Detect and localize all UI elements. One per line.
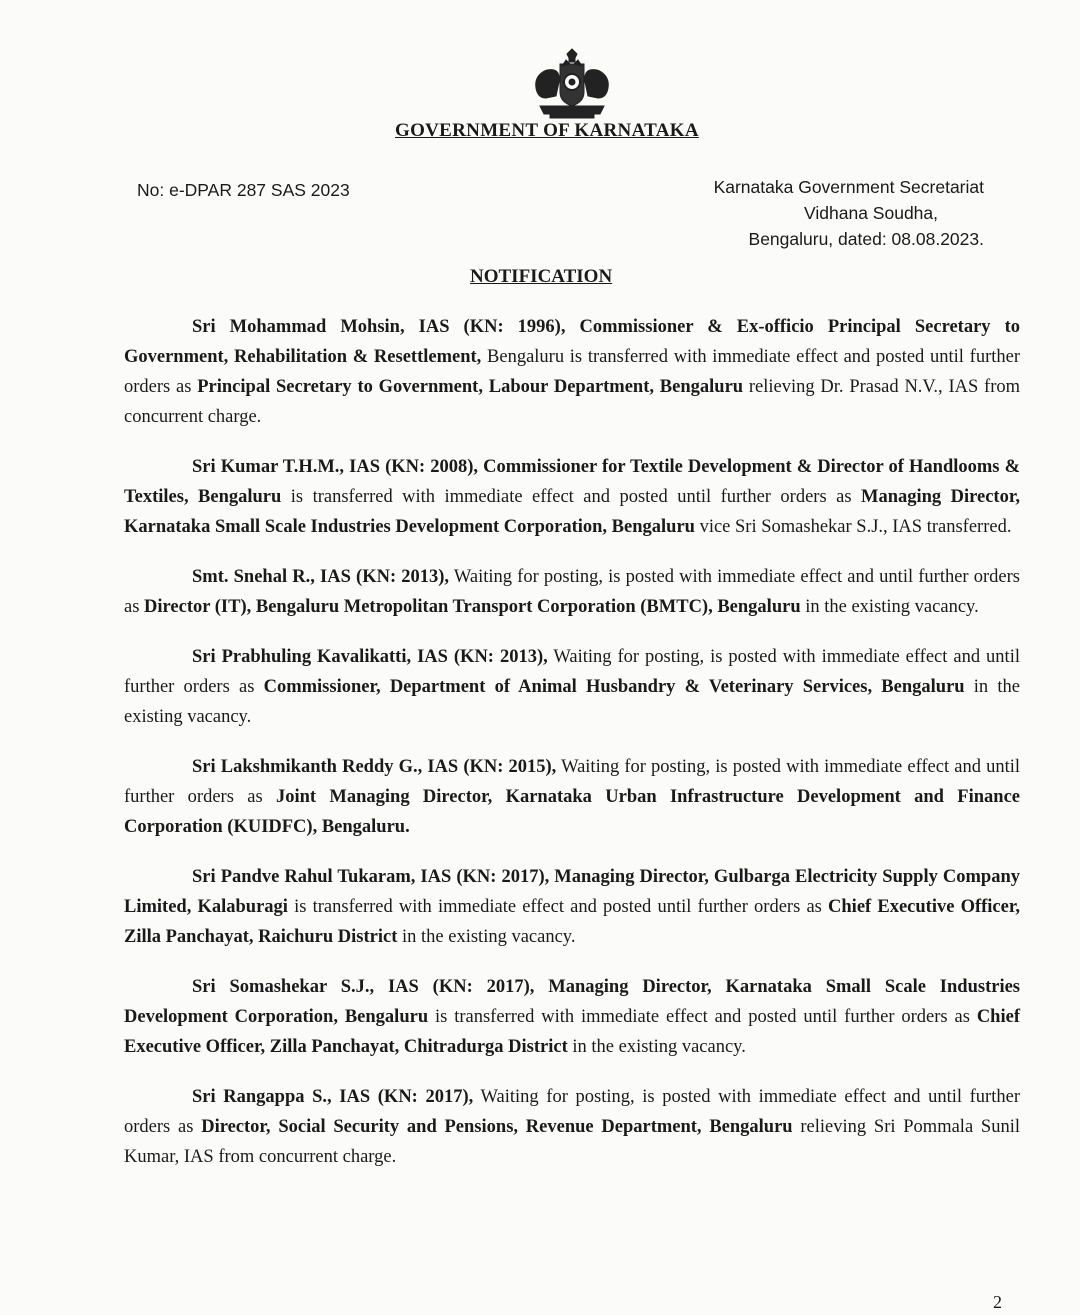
body-text: Waiting for posting, is posted with immediate effect and until further orders as [124,757,1020,807]
transfer-order-paragraph [124,862,1020,952]
body-text: is transferred with immediate effect and posted until further orders as [428,1007,977,1027]
address-line: Vidhana Soudha, [804,203,938,223]
bold-text: Chief Executive Officer, Zilla Panchayat, Raichuru District [124,897,1020,947]
body-text: Waiting for posting, is posted with immediate effect and until further orders as [124,567,1020,617]
bold-text: Director (IT), Bengaluru Metropolitan Transport Corporation (BMTC), Bengaluru [144,597,801,617]
bold-text: Managing Director, Karnataka Small Scale Industries Development Corporation, Bengaluru [124,487,1020,537]
bold-text: Principal Secretary to Government, Labour Department, Bengaluru [197,377,744,397]
bold-text: Sri Kumar T.H.M., IAS (KN: 2008), Commissioner for Textile Development & Director of Handlooms & Textiles, Bengaluru [124,457,1020,507]
bold-text: Sri Rangappa S., IAS (KN: 2017), [192,1087,474,1107]
bold-text: Sri Mohammad Mohsin, IAS (KN: 1996), Commissioner & Ex-officio Principal Secretary to Government, Rehabilitation & Resettlement, [124,317,1020,367]
transfer-order-paragraph [124,1082,1020,1172]
notification-body [124,312,1020,1192]
bold-text: Sri Lakshmikanth Reddy G., IAS (KN: 2015), [192,757,557,777]
bold-text: Sri Pandve Rahul Tukaram, IAS (KN: 2017), Managing Director, Gulbarga Electricity Supply Company Limited, Kalaburagi [124,867,1020,917]
reference-number: No: e-DPAR 287 SAS 2023 [137,180,350,200]
body-text: in the existing vacancy. [800,597,979,617]
body-text: in the existing vacancy. [567,1037,746,1057]
bold-text: Sri Prabhuling Kavalikatti, IAS (KN: 2013), [192,647,548,667]
transfer-order-paragraph [124,972,1020,1062]
transfer-order-paragraph [124,752,1020,842]
page-number: 2 [993,1292,1002,1312]
notification-heading: NOTIFICATION [470,266,613,287]
transfer-order-paragraph [124,452,1020,542]
transfer-order-paragraph [124,312,1020,432]
body-text: Bengaluru is transferred with immediate effect and posted until further orders as [124,347,1020,397]
body-text: is transferred with immediate effect and posted until further orders as [281,487,861,507]
bold-text: Joint Managing Director, Karnataka Urban Infrastructure Development and Finance Corporation (KUIDFC), Bengaluru. [124,787,1020,837]
bold-text: Commissioner, Department of Animal Husbandry & Veterinary Services, Bengaluru [263,677,965,697]
bold-text: Smt. Snehal R., IAS (KN: 2013), [192,567,450,587]
transfer-order-paragraph [124,642,1020,732]
body-text: in the existing vacancy. [124,677,1020,727]
body-text: relieving Dr. Prasad N.V., IAS from concurrent charge. [124,377,1020,427]
office-address [714,174,984,252]
karnataka-emblem-icon [526,48,618,120]
government-title: GOVERNMENT OF KARNATAKA [395,120,699,141]
bold-text: Sri Somashekar S.J., IAS (KN: 2017), Managing Director, Karnataka Small Scale Industries Development Corporation, Bengaluru [124,977,1020,1027]
body-text: is transferred with immediate effect and posted until further orders as [287,897,829,917]
body-text: Waiting for posting, is posted with immediate effect and until further orders as [124,1087,1020,1137]
address-line: Bengaluru, dated: 08.08.2023. [748,229,984,249]
body-text: in the existing vacancy. [397,927,576,947]
body-text: Waiting for posting, is posted with immediate effect and until further orders as [124,647,1020,697]
body-text: vice Sri Somashekar S.J., IAS transferred. [694,517,1012,537]
address-line: Karnataka Government Secretariat [713,177,984,197]
bold-text: Director, Social Security and Pensions, Revenue Department, Bengaluru [201,1117,793,1137]
body-text: relieving Sri Pommala Sunil Kumar, IAS from concurrent charge. [124,1117,1020,1167]
transfer-order-paragraph [124,562,1020,622]
bold-text: Chief Executive Officer, Zilla Panchayat, Chitradurga District [124,1007,1020,1057]
